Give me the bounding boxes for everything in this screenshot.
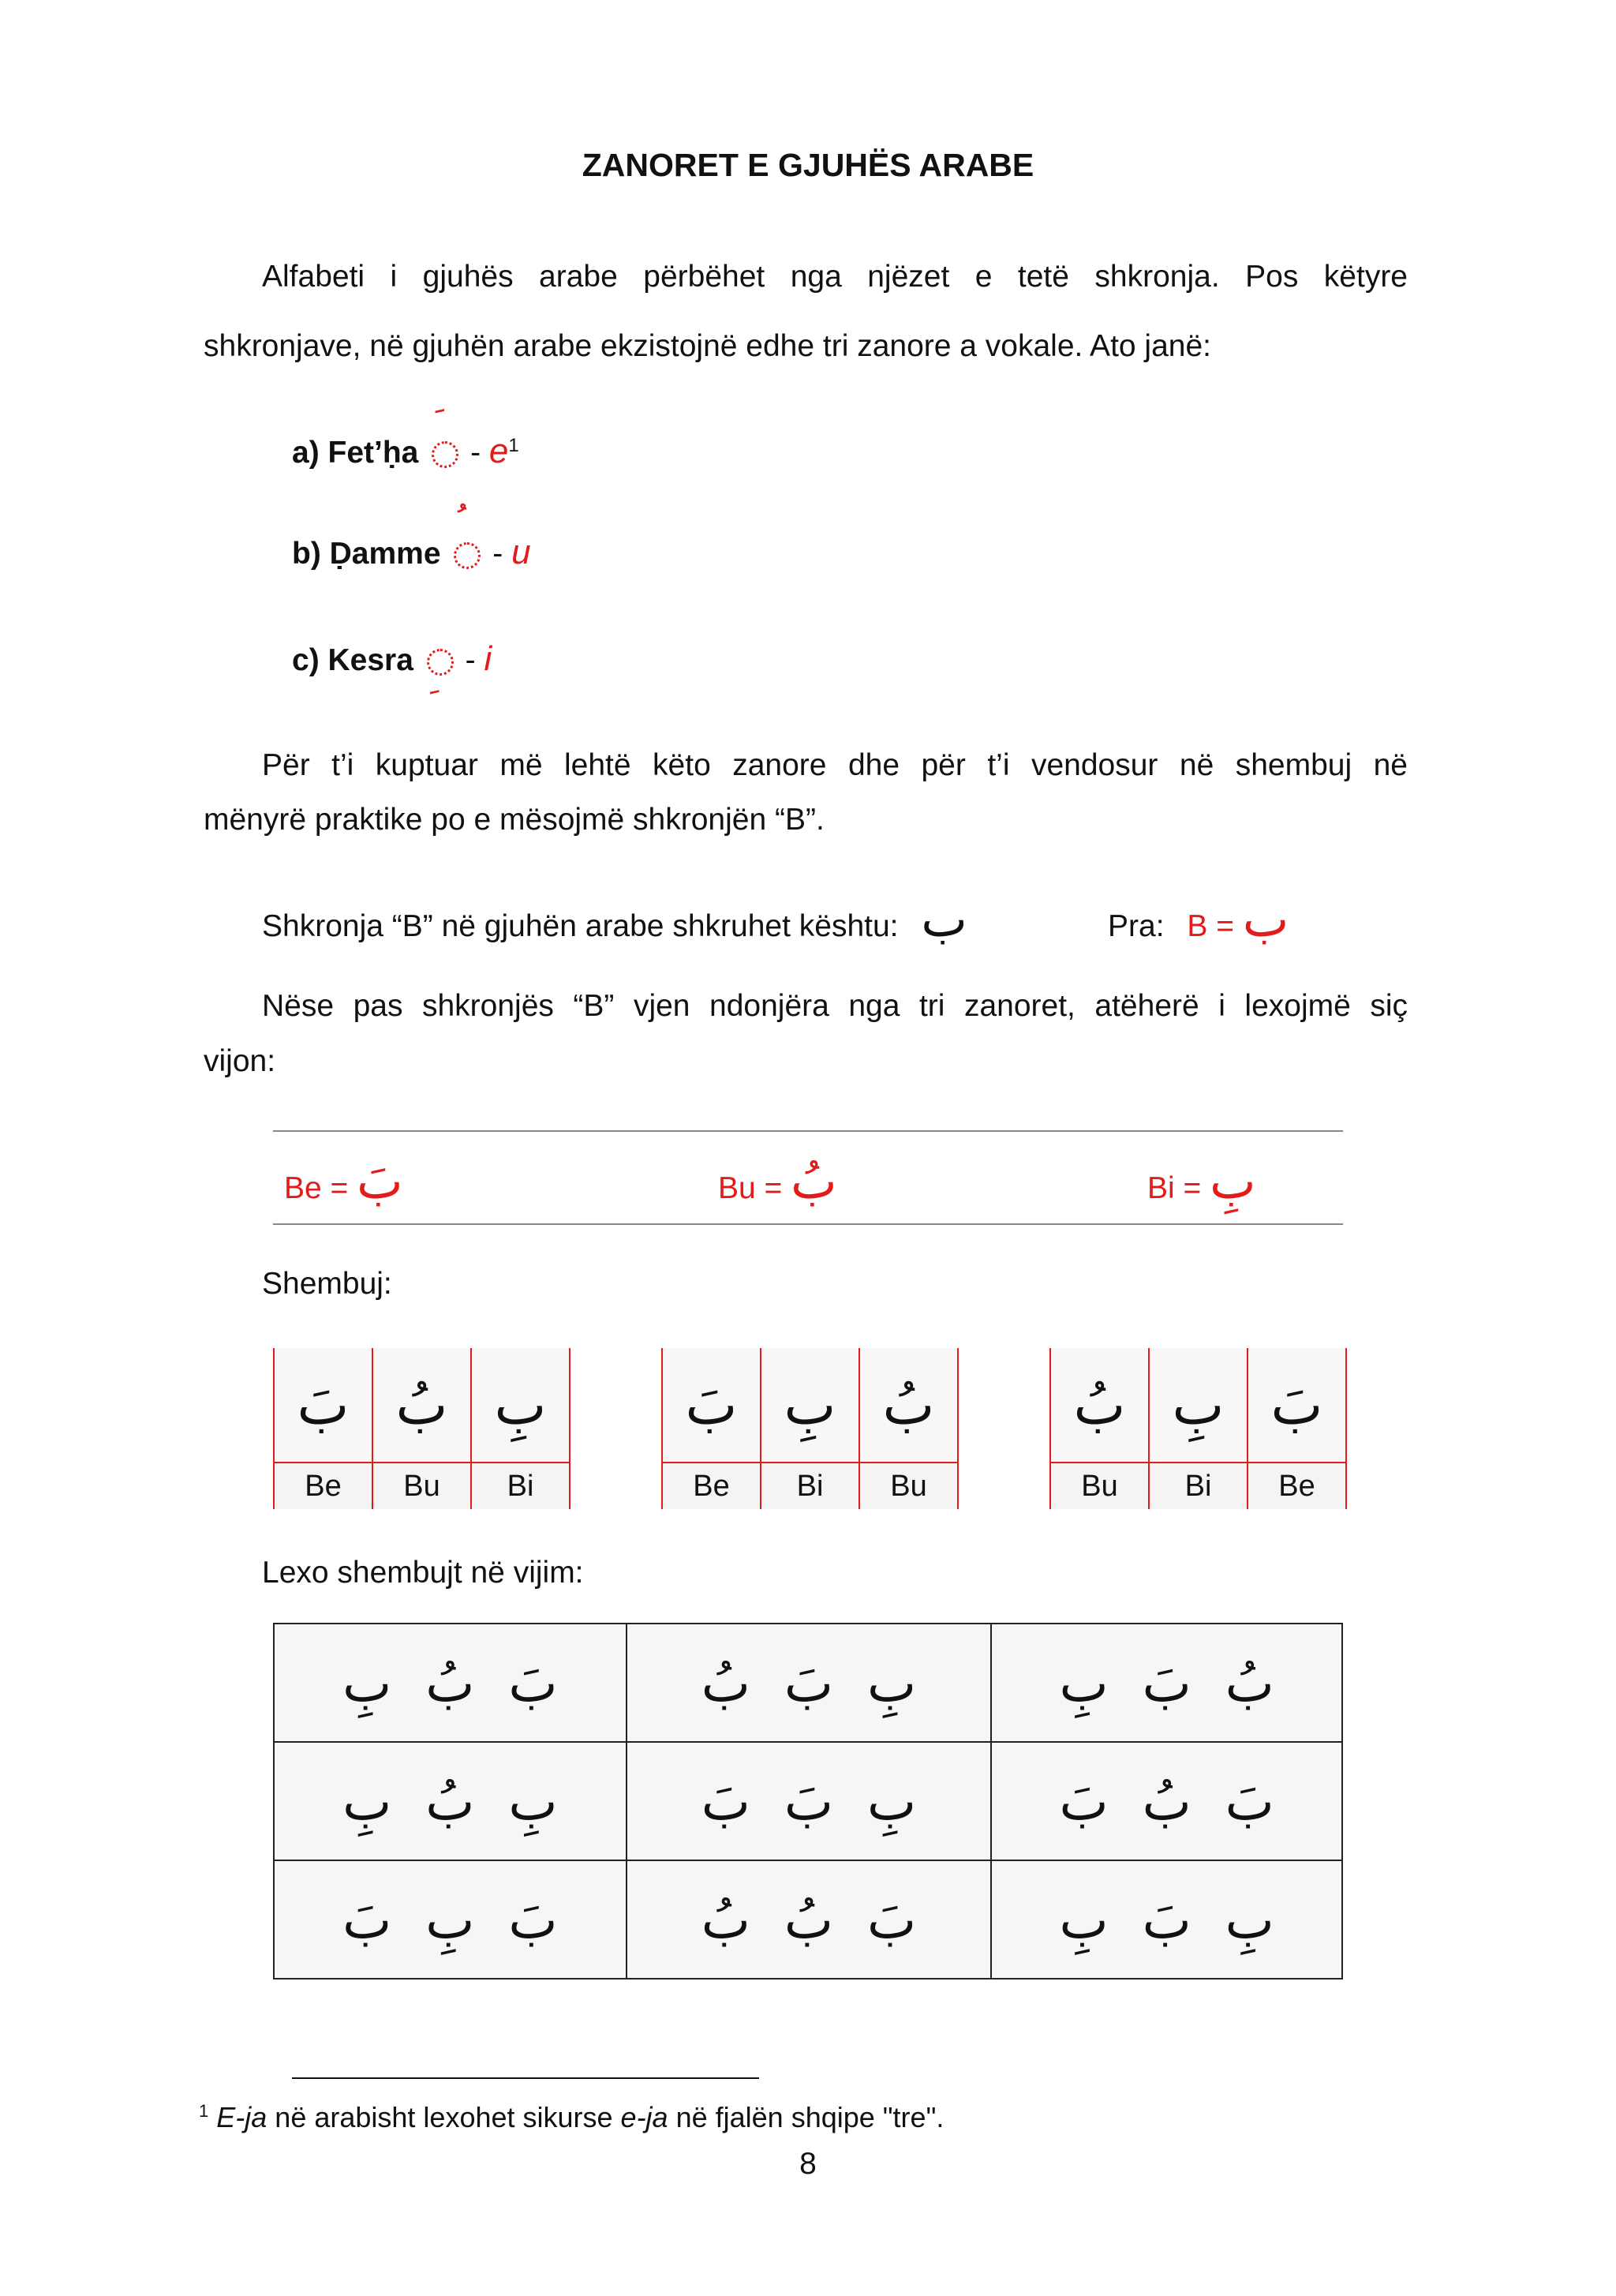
pra-label: Pra: xyxy=(1108,909,1165,943)
footnote-ref: 1 xyxy=(508,435,519,456)
vowel-damme: b) Ḍamme - u xyxy=(292,533,531,571)
vowel-fetha: a) Fet’ḥa - $e^1$ xyxy=(292,432,519,470)
footnote-separator xyxy=(292,2077,759,2079)
read-cell: بِ بَ بَ xyxy=(627,1742,992,1860)
combo-arabic: بَ xyxy=(357,1152,403,1210)
read-cell: بَ بُ بَ xyxy=(991,1742,1342,1860)
table-row xyxy=(1050,1348,1346,1463)
letter-line-text: Shkronja “B” në gjuhën arabe shkruhet kështu: xyxy=(262,909,899,943)
table-row xyxy=(274,1348,570,1463)
table-row xyxy=(662,1348,958,1463)
pra-line xyxy=(1108,892,1289,954)
table-row xyxy=(662,1463,958,1509)
page-title: ZANORET E GJUHËS ARABE xyxy=(582,147,1034,183)
table-row xyxy=(274,1463,570,1509)
combo-bu xyxy=(718,1154,837,1216)
footnote-term-2: e-ja xyxy=(620,2101,668,2133)
latin-cell: Bu xyxy=(1050,1463,1149,1509)
footnote-text-1: në arabisht lexohet sikurse xyxy=(267,2101,621,2133)
dotted-circle-icon xyxy=(427,649,454,676)
vowel-label: a) Fet’ḥa xyxy=(292,436,419,470)
latin-cell: Bu xyxy=(859,1463,958,1509)
arabic-letter-ba: ب xyxy=(921,890,967,948)
arabic-cell: بَ xyxy=(662,1348,761,1463)
example-table-1 xyxy=(273,1348,570,1509)
arabic-cell: بِ xyxy=(1149,1348,1248,1463)
read-cell: بَ بِ بَ xyxy=(274,1860,627,1979)
combo-bi xyxy=(1147,1154,1256,1216)
arabic-cell: بَ xyxy=(1248,1348,1346,1463)
arabic-cell: بَ xyxy=(274,1348,372,1463)
examples-label: Shembuj: xyxy=(262,1267,392,1301)
footnote-number: 1 xyxy=(199,2101,209,2121)
table-row xyxy=(1050,1463,1346,1509)
footnote xyxy=(199,2101,944,2134)
arabic-cell: بُ xyxy=(372,1348,471,1463)
combo-latin: Be = xyxy=(284,1171,349,1205)
table-row xyxy=(274,1624,1342,1742)
vowel-latin: i xyxy=(484,639,492,678)
combo-be xyxy=(284,1154,403,1216)
vowel-kesra: c) Kesra - i xyxy=(292,639,492,678)
footnote-text-2: në fjalën shqipe "tre". xyxy=(668,2101,945,2133)
latin-cell: Be xyxy=(274,1463,372,1509)
example-table-3 xyxy=(1049,1348,1347,1509)
vowel-label: c) Kesra xyxy=(292,643,413,677)
practice-line-1: Për t’i kuptuar më lehtë këto zanore dhe për t’i vendosur në shembuj në xyxy=(262,748,1408,782)
latin-cell: Bi xyxy=(761,1463,859,1509)
table-row xyxy=(274,1860,1342,1979)
read-cell: بِ بَ بِ xyxy=(991,1860,1342,1979)
read-cell: بَ بُ بُ xyxy=(627,1860,992,1979)
page-number: 8 xyxy=(799,2147,817,2181)
intro-line-1: Alfabeti i gjuhës arabe përbëhet nga njëzet e tetë shkronja. Pos këtyre xyxy=(262,260,1408,294)
footnote-term-1: E-ja xyxy=(216,2101,267,2133)
dotted-circle-icon xyxy=(454,542,481,569)
combo-latin: Bu = xyxy=(718,1171,783,1205)
read-table xyxy=(273,1623,1343,1980)
latin-cell: Be xyxy=(1248,1463,1346,1509)
read-cell: بُ بَ بِ xyxy=(991,1624,1342,1742)
read-cell: بَ بُ بِ xyxy=(274,1624,627,1742)
read-label: Lexo shembujt në vijim: xyxy=(262,1556,584,1590)
combo-arabic: بِ xyxy=(1210,1152,1256,1210)
arabic-cell: بُ xyxy=(859,1348,958,1463)
read-cell: بِ بَ بُ xyxy=(627,1624,992,1742)
practice-line-2: mënyrë praktike po e mësojmë shkronjën “B”. xyxy=(204,803,825,837)
divider-top xyxy=(273,1130,1343,1132)
arabic-cell: بُ xyxy=(1050,1348,1149,1463)
read-cell: بِ بُ بِ xyxy=(274,1742,627,1860)
pra-arabic-ba: ب xyxy=(1242,890,1289,948)
example-table-2 xyxy=(661,1348,959,1509)
combo-latin: Bi = xyxy=(1147,1171,1202,1205)
after-line-2: vijon: xyxy=(204,1044,276,1078)
latin-cell: Bi xyxy=(471,1463,570,1509)
vowel-latin: e xyxy=(488,432,509,470)
letter-line xyxy=(262,892,967,954)
after-line-1: Nëse pas shkronjës “B” vjen ndonjëra nga tri zanoret, atëherë i lexojmë siç xyxy=(262,989,1408,1023)
arabic-cell: بِ xyxy=(761,1348,859,1463)
table-row xyxy=(274,1742,1342,1860)
intro-line-2: shkronjave, në gjuhën arabe ekzistojnë edhe tri zanore a vokale. Ato janë: xyxy=(204,329,1212,363)
vowel-latin: u xyxy=(511,533,531,571)
divider-bottom xyxy=(273,1223,1343,1225)
latin-cell: Be xyxy=(662,1463,761,1509)
latin-cell: Bi xyxy=(1149,1463,1248,1509)
dotted-circle-icon xyxy=(432,441,458,468)
arabic-cell: بِ xyxy=(471,1348,570,1463)
pra-equation: B = xyxy=(1187,909,1234,943)
latin-cell: Bu xyxy=(372,1463,471,1509)
combo-arabic: بُ xyxy=(791,1152,837,1210)
vowel-label: b) Ḍamme xyxy=(292,537,441,571)
